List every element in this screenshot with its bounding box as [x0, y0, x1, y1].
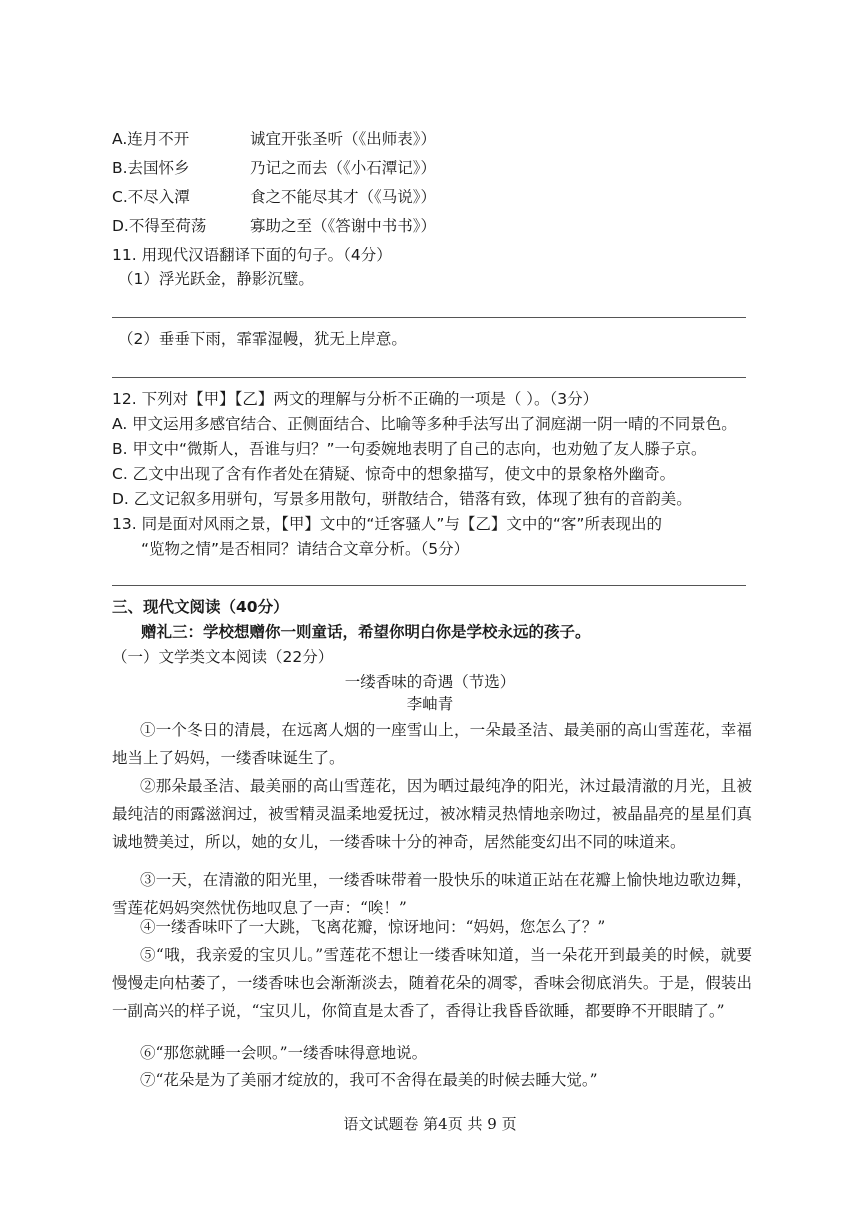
- gift-statement: 赠礼三：学校想赠你一则童话，希望你明白你是学校永远的孩子。: [141, 623, 591, 641]
- option-b: [112, 157, 436, 179]
- question-11-sentence-2: （2）垂垂下雨，霏霏湿幔，犹无上岸意。: [118, 330, 407, 348]
- question-11-sentence-1: （1）浮光跃金，静影沉璧。: [118, 270, 314, 288]
- answer-line: [112, 377, 746, 378]
- story-author: 李岫青: [406, 695, 454, 713]
- option-sentence: 寡助之至（《答谢中书书》）: [250, 217, 437, 235]
- option-d: [112, 215, 436, 237]
- section-heading: 三、现代文阅读（40分）: [112, 598, 289, 616]
- option-sentence: 食之不能尽其才（《马说》）: [250, 188, 437, 206]
- option-text: A.连月不开: [112, 130, 190, 148]
- story-paragraph-7: ⑦“花朵是为了美丽才绽放的，我可不舍得在最美的时候去睡大觉。”: [140, 1071, 598, 1089]
- page-footer: 语文试题卷 第4页 共 9 页: [343, 1115, 517, 1133]
- option-text: D.不得至荷荡: [112, 217, 207, 235]
- option-text: B.去国怀乡: [112, 159, 190, 177]
- option-text: C.不尽入潭: [112, 188, 190, 206]
- story-paragraph-6: ⑥“那您就睡一会呗。”一缕香味得意地说。: [140, 1044, 428, 1062]
- story-paragraph-1: ①一个冬日的清晨，在远离人烟的一座雪山上，一朵最圣洁、最美丽的高山雪莲花，幸福地当上了妈妈，一缕香味诞生了。: [112, 721, 752, 767]
- part-heading: （一）文学类文本阅读（22分）: [112, 648, 334, 666]
- answer-line: [112, 317, 746, 318]
- question-12-option-b: B. 甲文中“微斯人，吾谁与归？”一句委婉地表明了自己的志向，也劝勉了友人滕子京。: [112, 440, 707, 458]
- question-12-stem: 12. 下列对【甲】【乙】两文的理解与分析不正确的一项是（ ）。（3分）: [112, 390, 599, 408]
- question-12-option-d: D. 乙文记叙多用骈句，写景多用散句，骈散结合，错落有致，体现了独有的音韵美。: [112, 490, 692, 508]
- story-paragraph-2: ②那朵最圣洁、最美丽的高山雪莲花，因为晒过最纯净的阳光，沐过最清澈的月光，且被最纯洁的雨露滋润过，被雪精灵温柔地爱抚过，被冰精灵热情地亲吻过，被晶晶亮的星星们真诚地赞美过，所以，她的女儿，一缕香味十分的神奇，居然能变幻出不同的味道来。: [112, 777, 752, 851]
- question-12-option-c: C. 乙文中出现了含有作者处在猜疑、惊奇中的想象描写，使文中的景象格外幽奇。: [112, 465, 676, 483]
- option-sentence: 乃记之而去（《小石潭记》）: [250, 159, 437, 177]
- answer-line: [112, 585, 746, 586]
- option-c: [112, 186, 436, 208]
- story-paragraph-4: ④一缕香味吓了一大跳，飞离花瓣，惊讶地问：“妈妈，您怎么了？”: [140, 918, 606, 936]
- story-title: 一缕香味的奇遇（节选）: [344, 673, 516, 691]
- question-13-line-1: 13. 同是面对风雨之景，【甲】文中的“迁客骚人”与【乙】文中的“客”所表现出的: [112, 515, 662, 533]
- option-sentence: 诚宜开张圣听（《出师表》）: [250, 130, 437, 148]
- option-a: [112, 128, 436, 150]
- question-11-stem: 11. 用现代汉语翻译下面的句子。（4分）: [112, 246, 392, 264]
- story-paragraph-3: ③一天，在清澈的阳光里，一缕香味带着一股快乐的味道正站在花瓣上愉快地边歌边舞，雪莲花妈妈突然忧伤地叹息了一声：“唉！”: [112, 871, 752, 917]
- story-paragraph-5: ⑤“哦，我亲爱的宝贝儿。”雪莲花不想让一缕香味知道，当一朵花开到最美的时候，就要慢慢走向枯萎了，一缕香味也会渐渐淡去，随着花朵的凋零，香味会彻底消失。于是，假装出一副高兴的样子说，“宝贝儿，你简直是太香了，香得让我昏昏欲睡，都要睁不开眼睛了。”: [112, 946, 752, 1020]
- question-13-line-2: “览物之情”是否相同？请结合文章分析。（5分）: [141, 540, 470, 558]
- question-12-option-a: A. 甲文运用多感官结合、正侧面结合、比喻等多种手法写出了洞庭湖一阴一晴的不同景色。: [112, 415, 737, 433]
